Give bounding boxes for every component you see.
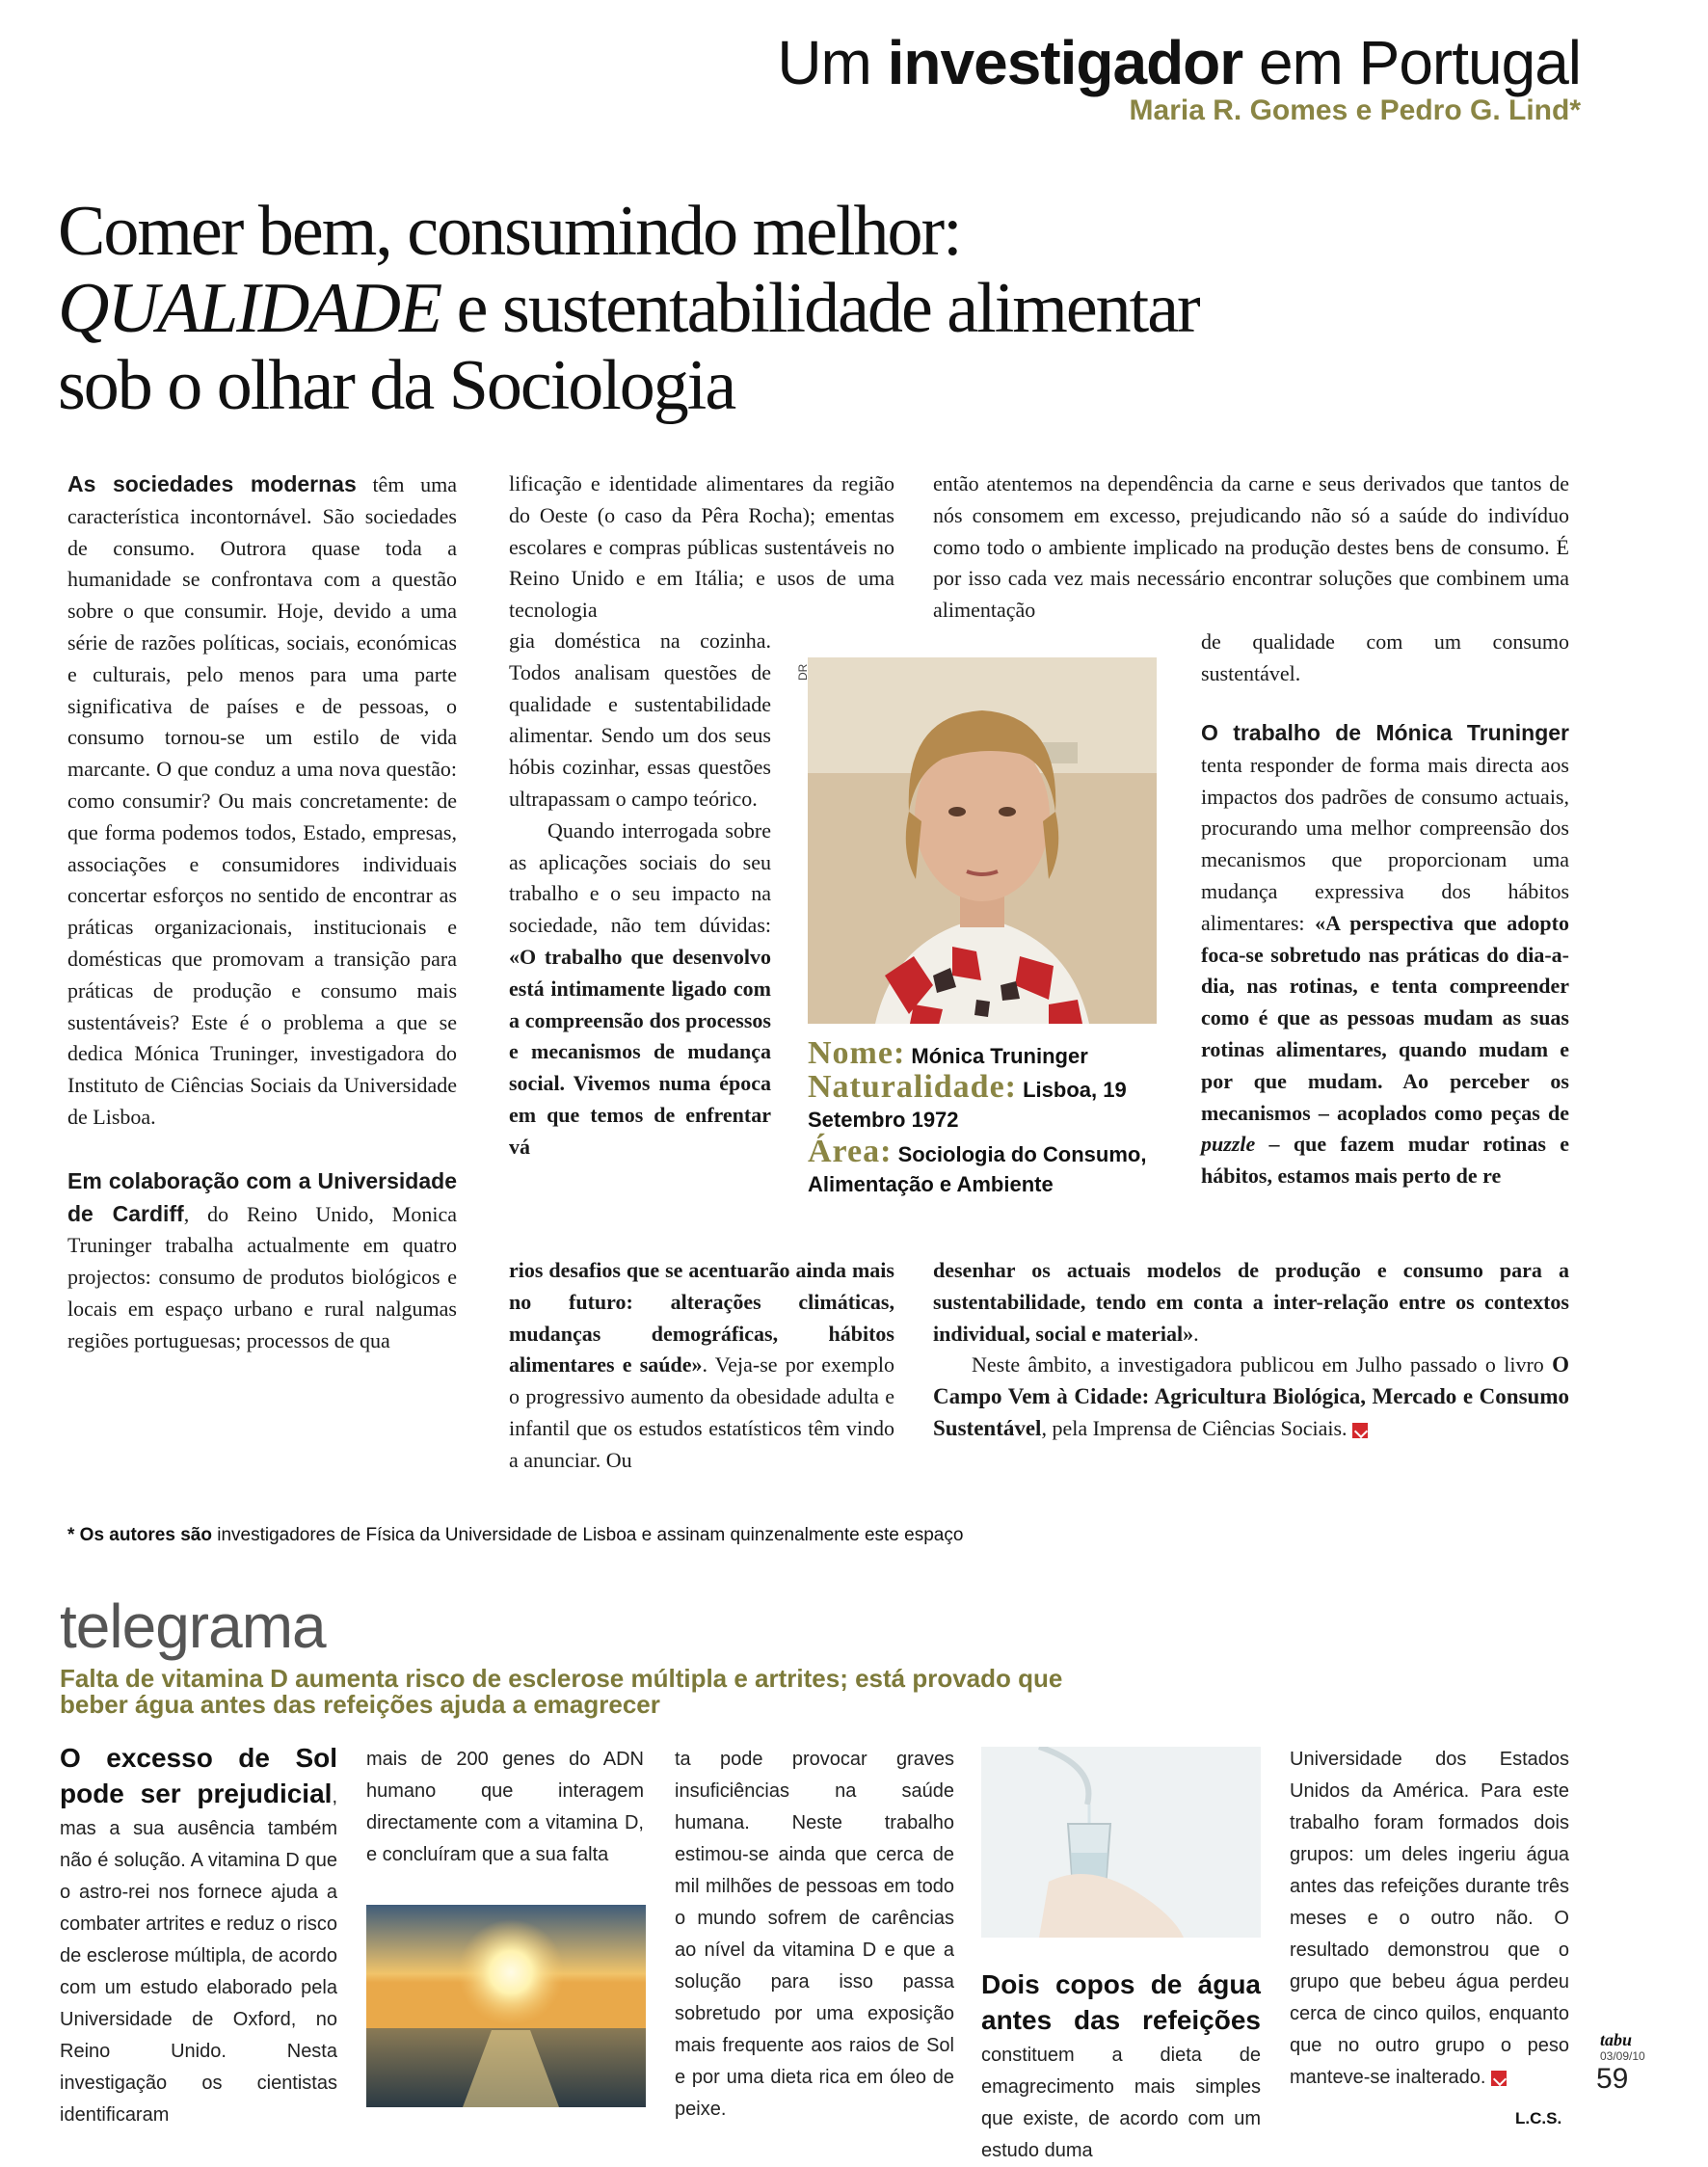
- portrait-photo: [808, 657, 1157, 1024]
- profile-birth: Naturalidade: Lisboa, 19 Setembro 1972: [808, 1069, 1127, 1132]
- telegrama-column-1: O excesso de Sol pode ser prejudicial, mas a sua ausência também não é solução. A vitamina D que o astro-rei nos fornece ajuda a combater artrites e reduz o risco de esclerose múltipla, de acordo com um estudo elaborado pela Universidade de Oxford, no Reino Unido. Nesta investigação os cientistas identificaram: [60, 1743, 337, 2126]
- telegrama-column-2: mais de 200 genes do ADN humano que interagem directamente com a vitamina D, e concluíram que a sua falta: [366, 1749, 644, 1865]
- headline: [58, 193, 1407, 424]
- water-glass-illustration: [981, 1747, 1261, 1938]
- photo-credit: DR: [796, 663, 810, 681]
- profile-name: Nome: Mónica Truninger: [808, 1035, 1088, 1071]
- water-glass-photo: [981, 1747, 1261, 1938]
- author-initials: L.C.S.: [1515, 2109, 1562, 2127]
- article-paragraph-1: As sociedades modernas têm uma característica incontornável. São sociedades de consumo. Outrora quase toda a humanidade se confrontava com a questão sobre o que consumir. Hoje, devido a uma série de razões políticas, sociais, económicas e culturais, pelo menos para uma parte significativa de países e de pessoas, o consumo tornou-se um estilo de vida marcante. O que conduz a uma nova questão: como consumir? Ou mais concretamente: de que forma podemos todos, Estado, empresas, associações e consumidores individuais concertar esforços no sentido de encontrar as práticas organizacionais, institucionais e domésticas que promovam a transição para práticas de produção e consumo mais sustentáveis? Este é o problema a que se dedica Mónica Truninger, investigadora do Instituto de Ciências Sociais da Universidade de Lisboa.: [67, 471, 457, 1129]
- end-marker-icon: [1491, 2071, 1507, 2086]
- profile-area: Área: Sociologia do Consumo, Alimentação e Ambiente: [808, 1134, 1147, 1196]
- sunset-illustration: [366, 1905, 646, 2107]
- article-column-3-continued: de qualidade com um consumo sustentável.: [1201, 629, 1569, 685]
- authors: Maria R. Gomes e Pedro G. Lind*: [1129, 94, 1581, 126]
- headline-line-2: QUALIDADE e sustentabilidade alimentar: [58, 269, 1199, 348]
- telegrama-column-5: Universidade dos Estados Unidos da América. Para este trabalho foram formados dois grupos: um deles ingeriu água antes das refeições durante três meses e o outro não. O resultado demonstrou que o grupo que bebeu água perdeu cerca de cinco quilos, enquanto que no outro grupo o peso manteve-se inalterado.: [1290, 1749, 1569, 2088]
- telegrama-column-3: ta pode provocar graves insuficiências na saúde humana. Neste trabalho estimou-se ainda que cerca de mil milhões de pessoas em todo o mundo sofrem de carências ao nível da vitamina D e que a solução para isso passa sobretudo por uma exposição mais frequente aos raios de Sol e por uma dieta rica em óleo de peixe.: [675, 1749, 954, 2120]
- footnote: * Os autores são investigadores de Física da Universidade de Lisboa e assinam quinzenalmente este espaço: [67, 1525, 964, 1545]
- article-column-2-mid: gia doméstica na cozinha. Todos analisam questões de qualidade e sustentabilidade alimentar. Sendo um dos seus hóbis cozinhar, essas questões ultrapassam o campo teórico. Quando interrogada sobre as aplicações sociais do seu trabalho e o seu impacto na sociedade, não tem dúvidas: «O trabalho que desenvolvo está intimamente ligado com a compreensão dos processos e mecanismos de mudança social. Vivemos numa época em que temos de enfrentar vá: [509, 629, 771, 1159]
- article-column-2-bottom: rios desafios que se acentuarão ainda mais no futuro: alterações climáticas, mudanças demográficas, hábitos alimentares e saúde». Veja-se por exemplo o progressivo aumento da obesidade adulta e infantil que os estudos estatísticos têm vindo a anunciar. Ou: [509, 1258, 894, 1472]
- portrait-illustration: [808, 657, 1157, 1024]
- article-column-3-top: então atentemos na dependência da carne e seus derivados que tantos de nós consomem em excesso, prejudicando não só a saúde do indivíduo como todo o ambiente implicado na produção destes bens de consumo. É por isso cada vez mais necessário encontrar soluções que combinem uma alimentação: [933, 471, 1569, 623]
- article-paragraph-2: Em colaboração com a Universidade de Cardiff, do Reino Unido, Monica Truninger trabalha actualmente em quatro projectos: consumo de produtos biológicos e locais em espaço urbano e rural nalgumas regiões portuguesas; processos de qua: [67, 1167, 458, 1352]
- sunset-photo: [366, 1905, 646, 2107]
- issue-date: 03/09/10: [1600, 2049, 1645, 2063]
- page-number: 59: [1596, 2063, 1629, 2095]
- headline-line-3: sob o olhar da Sociologia: [58, 346, 735, 425]
- headline-line-1: Comer bem, consumindo melhor:: [58, 192, 961, 271]
- article-column-3-bottom: desenhar os actuais modelos de produção e consumo para a sustentabilidade, tendo em conta a inter-relação entre os contextos individual, social e material». Neste âmbito, a investigadora publicou em Julho passado o livro O Campo Vem à Cidade: Agricultura Biológica, Mercado e Consumo Sustentável, pela Imprensa de Ciências Sociais.: [933, 1258, 1569, 1440]
- profile-box: [808, 1035, 1164, 1201]
- article-column-3-mid: O trabalho de Mónica Truninger tenta responder de forma mais directa aos impactos dos padrões de consumo actuais, procurando uma melhor compreensão dos mecanismos que proporcionam uma mudança expressiva dos hábitos alimentares: «A perspectiva que adopto foca-se sobretudo nas práticas do dia-a-dia, nas rotinas, e tenta compreender como é que as pessoas mudam as suas rotinas alimentares, quando mudam e por que mudam. Ao perceber os mecanismos – acoplados como peças de puzzle – que fazem mudar rotinas e hábitos, estamos mais perto de re: [1201, 720, 1569, 1189]
- article-column-1: [67, 468, 457, 1357]
- magazine-name: tabu: [1600, 2030, 1633, 2049]
- telegrama-title: telegrama: [60, 1592, 326, 1661]
- article-column-2-top: lificação e identidade alimentares da região do Oeste (o caso da Pêra Rocha); ementas escolares e compras públicas sustentáveis no Reino Unido e em Itália; e usos de uma tecnologia: [509, 471, 894, 623]
- section-title: Um investigador em Portugal: [777, 28, 1581, 97]
- telegrama-column-4: Dois copos de água antes das refeições constituem a dieta de emagrecimento mais simples que existe, de acordo com um estudo duma: [981, 1969, 1261, 2161]
- telegrama-subtitle: Falta de vitamina D aumenta risco de esclerose múltipla e artrites; está provado que beber água antes das refeições ajuda a emagrecer: [60, 1664, 1063, 1719]
- end-marker-icon: [1352, 1423, 1368, 1438]
